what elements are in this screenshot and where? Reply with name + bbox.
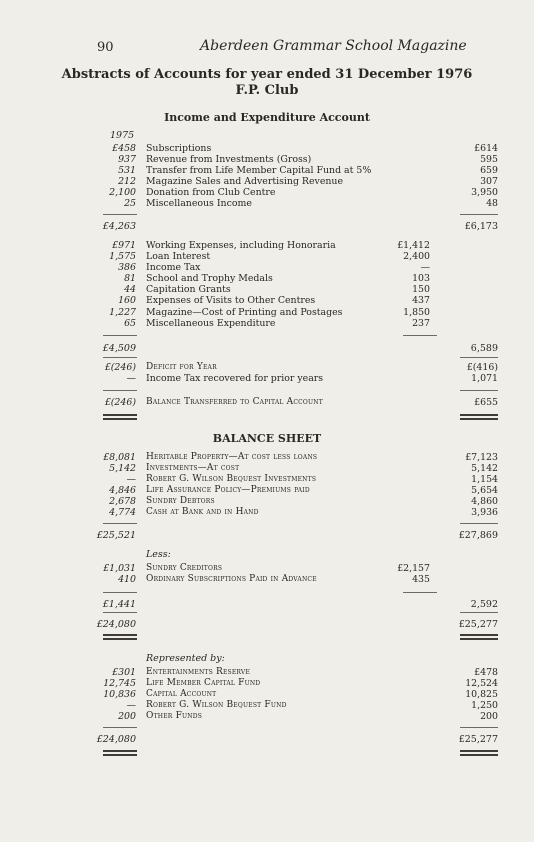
current-value: 307 [480, 176, 498, 188]
double-rule [103, 418, 137, 420]
table-row [0, 143, 534, 154]
balance-transfer-row-wrap [0, 397, 534, 408]
table-row [0, 154, 534, 165]
represented-total: £25,277 [458, 734, 498, 745]
table-row [0, 700, 534, 711]
prior-value: 531 [118, 165, 136, 177]
intermediate-value: £1,412 [397, 240, 430, 251]
intermediate-value: 237 [412, 317, 430, 329]
less-rows [0, 563, 534, 585]
rule [403, 592, 437, 593]
prior-value: 25 [124, 198, 136, 210]
prior-value: 2,100 [109, 187, 136, 199]
double-rule [103, 750, 137, 752]
tax-recovered-row [0, 373, 534, 384]
line-description: Revenue from Investments (Gross) [146, 154, 312, 166]
deficit-row [0, 362, 534, 373]
current-value: 3,950 [471, 187, 498, 199]
line-description: Capitation Grants [146, 284, 231, 296]
rule [460, 612, 498, 613]
intermediate-value: 1,850 [403, 306, 430, 318]
asset-total: £27,869 [458, 530, 498, 541]
line-description: Loan Interest [146, 251, 211, 263]
prior-year-label: 1975 [110, 130, 135, 141]
line-description: Ordinary Subscriptions Paid in Advance [146, 574, 317, 585]
double-rule [460, 414, 498, 416]
current-value: 3,936 [471, 507, 498, 519]
income-total-prior: £4,263 [102, 221, 136, 232]
intermediate-value: 150 [412, 284, 430, 296]
prior-value: £(246) [104, 397, 136, 408]
prior-value: £1,031 [103, 563, 136, 574]
line-description: Robert G. Wilson Bequest Fund [146, 700, 287, 711]
double-rule [460, 754, 498, 756]
rule [460, 357, 498, 358]
rule [460, 390, 498, 391]
deficit-rows [0, 362, 534, 384]
table-row [0, 295, 534, 306]
current-value: 5,142 [471, 463, 498, 475]
table-row [0, 485, 534, 496]
table-row [0, 689, 534, 700]
prior-value: £458 [112, 143, 136, 154]
less-label: Less: [146, 549, 171, 560]
rule [103, 727, 137, 728]
line-description: Donation from Club Centre [146, 187, 276, 199]
income-total: £6,173 [464, 221, 498, 232]
intermediate-value: 2,400 [403, 251, 430, 263]
line-description: School and Trophy Medals [146, 273, 273, 285]
less-total-prior: £1,441 [102, 599, 136, 610]
double-rule [460, 638, 498, 640]
current-value: 1,250 [471, 700, 498, 712]
current-value: 4,860 [471, 496, 498, 508]
rule [103, 390, 137, 391]
line-description: Life Member Capital Fund [146, 678, 261, 689]
double-rule [103, 638, 137, 640]
prior-value: 410 [118, 574, 136, 586]
table-row [0, 667, 534, 678]
double-rule [103, 414, 137, 416]
page-number: 90 [97, 40, 114, 55]
represented-rows [0, 667, 534, 722]
prior-value: — [126, 700, 136, 712]
prior-value: 937 [118, 154, 136, 166]
prior-value: 12,745 [103, 678, 136, 690]
rule [460, 523, 498, 524]
current-value: 595 [480, 154, 498, 166]
table-row [0, 463, 534, 474]
rule [460, 727, 498, 728]
expense-rows [0, 240, 534, 329]
table-row [0, 563, 534, 574]
rule [103, 335, 137, 336]
current-value: 200 [480, 711, 498, 723]
rule [103, 214, 137, 215]
prior-value: £8,081 [103, 452, 136, 463]
current-value: £(416) [466, 362, 498, 373]
line-description: Transfer from Life Member Capital Fund at 5% [146, 165, 372, 177]
prior-value: — [126, 373, 136, 385]
line-description: Heritable Property—At cost less loans [146, 452, 318, 462]
table-row [0, 165, 534, 176]
intermediate-value: 437 [412, 295, 430, 307]
table-row [0, 574, 534, 585]
line-description: Investments—At cost [146, 463, 240, 474]
table-row [0, 198, 534, 209]
current-value: £614 [474, 143, 498, 154]
net-assets: £25,277 [458, 619, 498, 630]
prior-value: 160 [118, 295, 136, 307]
line-description: Working Expenses, including Honoraria [146, 240, 336, 251]
double-rule [460, 634, 498, 636]
prior-value: 200 [118, 711, 136, 723]
document-title: Abstracts of Accounts for year ended 31 December 1976 [61, 67, 473, 82]
rule [103, 357, 137, 358]
current-value: 5,654 [471, 485, 498, 497]
net-assets-prior: £24,080 [96, 619, 136, 630]
line-description: Income Tax recovered for prior years [146, 373, 324, 385]
current-value: 10,825 [465, 689, 498, 701]
line-description: Subscriptions [146, 143, 212, 154]
line-description: Other Funds [146, 711, 203, 722]
line-description: Capital Account [146, 689, 217, 700]
table-row [0, 318, 534, 329]
asset-total-prior: £25,521 [96, 530, 136, 541]
line-description: Robert G. Wilson Bequest Investments [146, 474, 317, 485]
line-description: Miscellaneous Income [146, 198, 252, 210]
line-description: Magazine Sales and Advertising Revenue [146, 176, 344, 188]
table-row [0, 452, 534, 463]
double-rule [103, 634, 137, 636]
table-row [0, 187, 534, 198]
current-value: 12,524 [465, 678, 498, 690]
rule [103, 592, 137, 593]
expense-total: 6,589 [470, 343, 498, 354]
table-row [0, 284, 534, 295]
current-value: 1,154 [471, 474, 498, 486]
line-description: Income Tax [146, 262, 201, 274]
line-description: Sundry Creditors [146, 563, 223, 573]
prior-value: 212 [118, 176, 136, 188]
intermediate-value: £2,157 [397, 563, 430, 574]
table-row [0, 711, 534, 722]
expense-total-prior: £4,509 [102, 343, 136, 354]
intermediate-value: 435 [412, 574, 430, 586]
table-row [0, 474, 534, 485]
table-row [0, 176, 534, 187]
rule [103, 612, 137, 613]
prior-value: — [126, 474, 136, 486]
double-rule [460, 750, 498, 752]
line-description: Cash at Bank and in Hand [146, 507, 259, 518]
document-subtitle: F.P. Club [235, 83, 299, 98]
current-value: £478 [474, 667, 498, 678]
represented-by-label: Represented by: [146, 653, 225, 664]
current-value: 1,071 [471, 373, 498, 385]
current-value: £7,123 [465, 452, 498, 463]
balance-sheet-heading: BALANCE SHEET [212, 432, 322, 445]
rule [460, 214, 498, 215]
double-rule [103, 754, 137, 756]
table-row [0, 507, 534, 518]
prior-value: 10,836 [103, 689, 136, 701]
double-rule [460, 418, 498, 420]
intermediate-value: — [420, 262, 430, 274]
table-row [0, 496, 534, 507]
represented-total-prior: £24,080 [96, 734, 136, 745]
line-description: Deficit for Year [146, 362, 217, 372]
prior-value: 4,774 [109, 507, 136, 519]
line-description: Miscellaneous Expenditure [146, 317, 276, 329]
intermediate-value: 103 [412, 273, 430, 285]
current-value: 48 [486, 198, 498, 210]
prior-value: 81 [124, 273, 136, 285]
line-description: Balance Transferred to Capital Account [146, 397, 323, 407]
line-description: Magazine—Cost of Printing and Postages [146, 306, 343, 318]
current-value: £655 [474, 397, 498, 408]
prior-value: £971 [112, 240, 136, 251]
income-rows [0, 143, 534, 210]
running-title: Aberdeen Grammar School Magazine [200, 38, 467, 54]
table-row [0, 251, 534, 262]
table-row [0, 307, 534, 318]
table-row [0, 273, 534, 284]
prior-value: 1,227 [109, 306, 136, 318]
balance-transfer-row [0, 397, 534, 408]
prior-value: 44 [124, 284, 136, 296]
asset-rows [0, 452, 534, 519]
prior-value: £301 [112, 667, 136, 678]
income-expenditure-heading: Income and Expenditure Account [164, 111, 370, 124]
line-description: Life Assurance Policy—Premiums paid [146, 485, 310, 496]
prior-value: 1,575 [109, 251, 136, 263]
table-row [0, 240, 534, 251]
less-total: 2,592 [470, 599, 498, 610]
prior-value: £(246) [104, 362, 136, 373]
prior-value: 4,846 [109, 485, 136, 497]
line-description: Sundry Debtors [146, 496, 215, 507]
prior-value: 65 [124, 317, 136, 329]
current-value: 659 [480, 165, 498, 177]
rule [403, 335, 437, 336]
rule [103, 523, 137, 524]
table-row [0, 678, 534, 689]
prior-value: 386 [118, 262, 136, 274]
line-description: Entertainments Reserve [146, 667, 251, 677]
prior-value: 2,678 [109, 496, 136, 508]
prior-value: 5,142 [109, 463, 136, 475]
table-row [0, 262, 534, 273]
line-description: Expenses of Visits to Other Centres [146, 295, 316, 307]
